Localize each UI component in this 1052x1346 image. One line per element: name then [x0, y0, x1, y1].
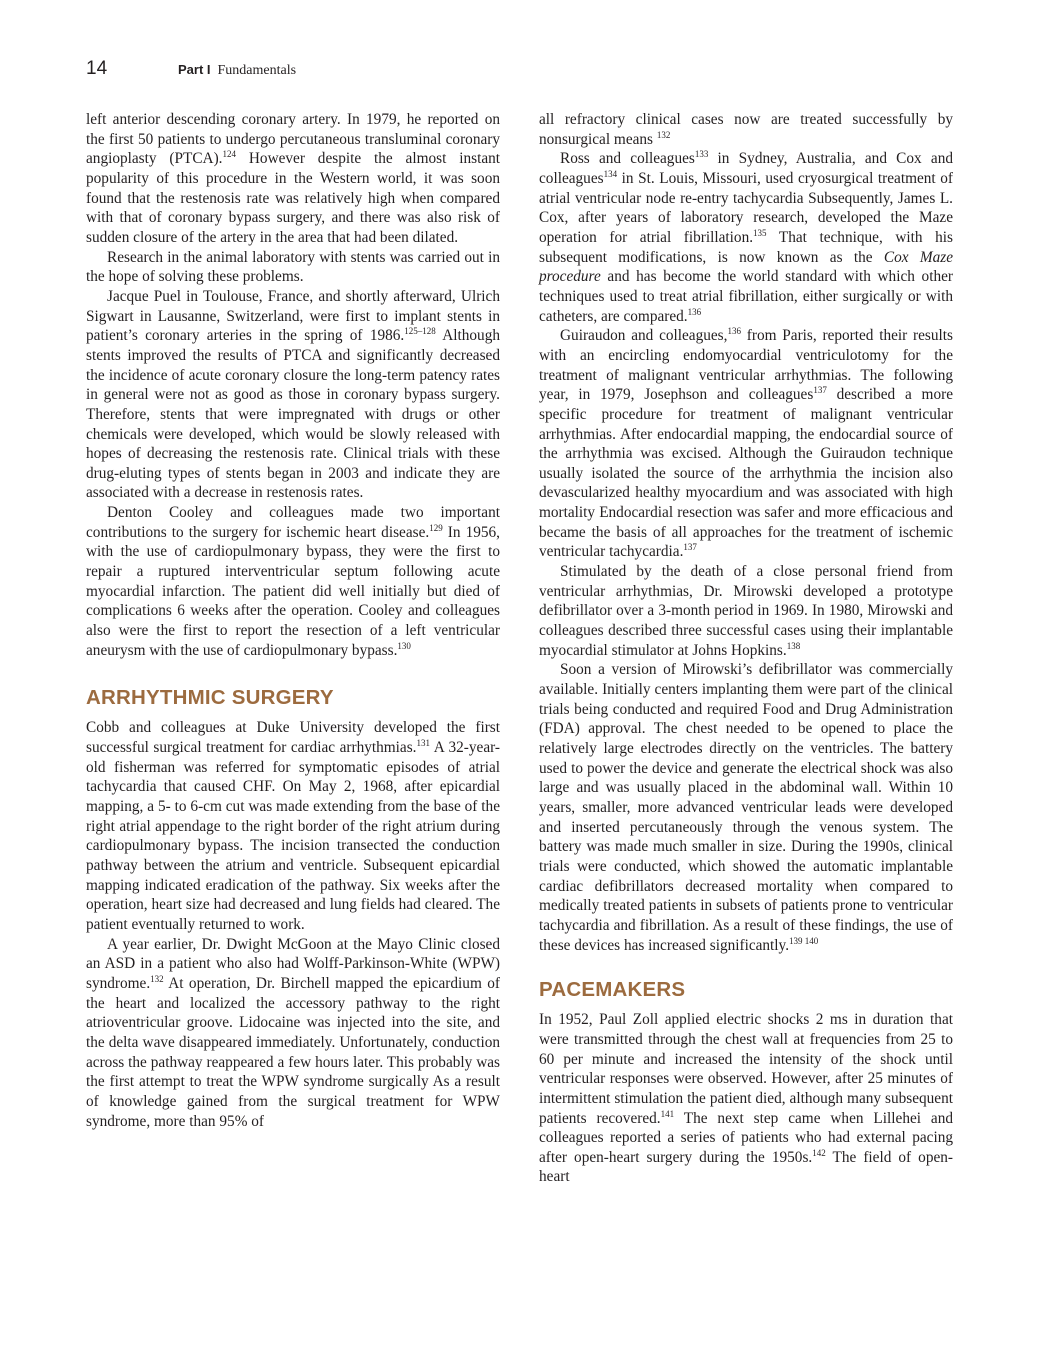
citation: 136	[727, 326, 741, 337]
citation: 137	[683, 542, 697, 553]
paragraph: left anterior descending coronary artery. In 1979, he reported on the first 50 patients to undergo percutaneous transluminal coronary angioplasty (PTCA).$^{124}$ However despite the almost instant popularity of this procedure in the Western world, it was soon found that the restenosis rate was relatively high when compared with that of coronary bypass surgery, and there was also risk of sudden closure of the artery in the area that had been dilated.	[86, 111, 501, 246]
paragraph: Guiraudon and colleagues,$^{136}$ from Paris, reported their results with an encircling endomyocardial ventriculotomy for the treatment of malignant ventricular arrhythmias. The following year, in 1979, Josephson and colleagues$^{137}$ described a more specific procedure for treatment of malignant ventricular arrhythmias. After endocardial mapping, the endocardial source of the arrhythmia was excised. Although the Guiraudon technique usually isolated the source of the arrhythmia the incision also devascularized healthy myocardium and was associated with high mortality Endocardial resection was safer and more efficacious and became the basis of all approaches for the treatment of ischemic ventricular tachycardia.$^{137}$	[539, 326, 953, 561]
citation: 124	[222, 149, 237, 160]
citation: 129	[429, 522, 443, 533]
citation: 131	[416, 738, 430, 749]
paragraph: Ross and colleagues$^{133}$ in Sydney, Australia, and Cox and colleagues$^{134}$ in St. Louis, Missouri, used cryosurgical treatment of atrial ventricular node re-entry tachycardia Subsequently, James L. Cox, after years of laboratory research, developed the Maze operation for atrial fibrillation.$^{135}$ That technique, with his subsequent modifications, is now known as the Cox Maze procedure and has become the world standard with which other techniques used to treat atrial fibrillation, either surgically or with catheters, are compared.$^{136}$	[539, 149, 953, 325]
section-heading-pacemakers: PACEMAKERS	[539, 978, 686, 1002]
citation: 125–128	[404, 326, 436, 337]
citation: 133	[694, 149, 709, 160]
section-heading-arrhythmic-surgery: ARRHYTHMIC SURGERY	[86, 686, 334, 710]
paragraph: In 1952, Paul Zoll applied electric shocks 2 ms in duration that were transmitted through the chest wall at frequencies from 25 to 60 per minute and increased the intensity of the shock until ventricular responses were observed. However, after 25 minutes of intermittent stimulation the patient died, although many subsequent patients recovered.$^{141}$ The next step came when Lillehei and colleagues reported a series of patients who had external pacing after open-heart surgery during the 1950s.$^{142}$ The field of open-heart	[539, 1011, 954, 1186]
paragraph: Stimulated by the death of a close personal friend from ventricular arrhythmias, Dr. Mirowski developed a prototype defibrillator over a 3-month period in 1969. In 1980, Mirowski and colleagues described three successful cases using their implantable myocardial stimulator at Johns Hopkins.$^{138}$	[539, 563, 953, 659]
paragraph: Cobb and colleagues at Duke University developed the first successful surgical treatment for cardiac arrhythmias.$^{131}$ A 32-year-old fisherman was referred for symptomatic episodes of atrial tachycardia that caused CHF. On May 2, 1968, after epicardial mapping, a 5- to 6-cm cut was made extending from the base of the right atrial appendage to the right border of the right atrium during cardiopulmonary bypass. The incision transected the conduction pathway between the atrium and ventricle. Subsequent epicardial mapping indicated eradication of the pathway. Six weeks after the operation, heart size had decreased and lung fields had cleared. The patient eventually returned to work.	[86, 719, 500, 933]
procedure-name: Cox Maze procedure	[539, 248, 953, 286]
citation: 132	[150, 973, 164, 984]
left-column	[86, 110, 500, 1131]
citation: 137	[813, 385, 827, 396]
citation: 130	[397, 640, 411, 651]
citation: 135	[753, 227, 767, 238]
right-column	[539, 110, 953, 1187]
part-label: Part I	[178, 62, 211, 77]
page-number: 14	[86, 58, 108, 79]
paragraph: Research in the animal laboratory with stents was carried out in the hope of solving these problems.	[86, 248, 500, 286]
paragraph: all refractory clinical cases now are treated successfully by nonsurgical means $^{132}$	[539, 111, 953, 148]
paragraph: Soon a version of Mirowski’s defibrillator was commercially available. Initially centers implanting them were part of the clinical trials being conducted and required Food and Drug Administration (FDA) approval. The chest needed to be opened to place the relatively large electrodes directly on the ventricles. The battery used to power the device and generate the electrical shock was also large and was usually placed in the abdominal wall. Within 10 years, smaller, more advanced ventricular leads were developed and inserted percutaneously through the venous system. The battery was made much smaller in size. During the 1990s, clinical trials were conducted, which showed the automatic implantable cardiac defibrillators decreased mortality when compared to medically treated patients in subsets of patients prone to ventricular tachycardia and fibrillation. As a result of these findings, the use of these devices has increased significantly.$^{139 140}$	[539, 661, 953, 954]
paragraph: A year earlier, Dr. Dwight McGoon at the Mayo Clinic closed an ASD in a patient who also had Wolff-Parkinson-White (WPW) syndrome.$^{132}$ At operation, Dr. Birchell mapped the epicardium of the heart and localized the accessory pathway to the right atrioventricular groove. Lidocaine was injected into the site, and the delta wave disappeared immediately. Unfortunately, conduction across the pathway reappeared a few hours later. This probably was the first attempt to treat the WPW syndrome surgically As a result of knowledge gained from the surgical treatment for WPW syndrome, more than 95% of	[86, 935, 500, 1130]
citation: 142	[812, 1147, 826, 1158]
citation: 132	[656, 129, 671, 140]
running-header	[86, 58, 296, 84]
citation: 136	[687, 306, 702, 317]
citation: 141	[660, 1108, 675, 1119]
citation: 138	[786, 640, 801, 651]
citation: 134	[603, 168, 618, 179]
citation: 139 140	[789, 935, 819, 946]
part-title: Fundamentals	[217, 63, 297, 78]
paragraph: Denton Cooley and colleagues made two important contributions to the surgery for ischemic heart disease.$^{129}$ In 1956, with the use of cardiopulmonary bypass, they were the first to repair a ruptured interventricular septum following acute myocardial infarction. The patient did well initially but died of complications 6 weeks after the operation. Cooley and colleagues also were the first to report the resection of a left ventricular aneurysm with the use of cardiopulmonary bypass.$^{130}$	[86, 504, 500, 659]
paragraph: Jacque Puel in Toulouse, France, and shortly afterward, Ulrich Sigwart in Lausanne, Switzerland, were first to implant stents in patient’s coronary arteries in the spring of 1986.$^{125-128}$ Although stents improved the results of PTCA and significantly decreased the incidence of acute coronary closure the long-term patency rates in general were not as good as those in coronary bypass surgery. Therefore, stents that were impregnated with drugs or other chemicals were developed, which would be slowly released with hopes of decreasing the restenosis rate. Clinical trials with these drug-eluting types of stents began in 2003 and indicate they are associated with a decrease in restenosis rates.	[86, 287, 500, 502]
